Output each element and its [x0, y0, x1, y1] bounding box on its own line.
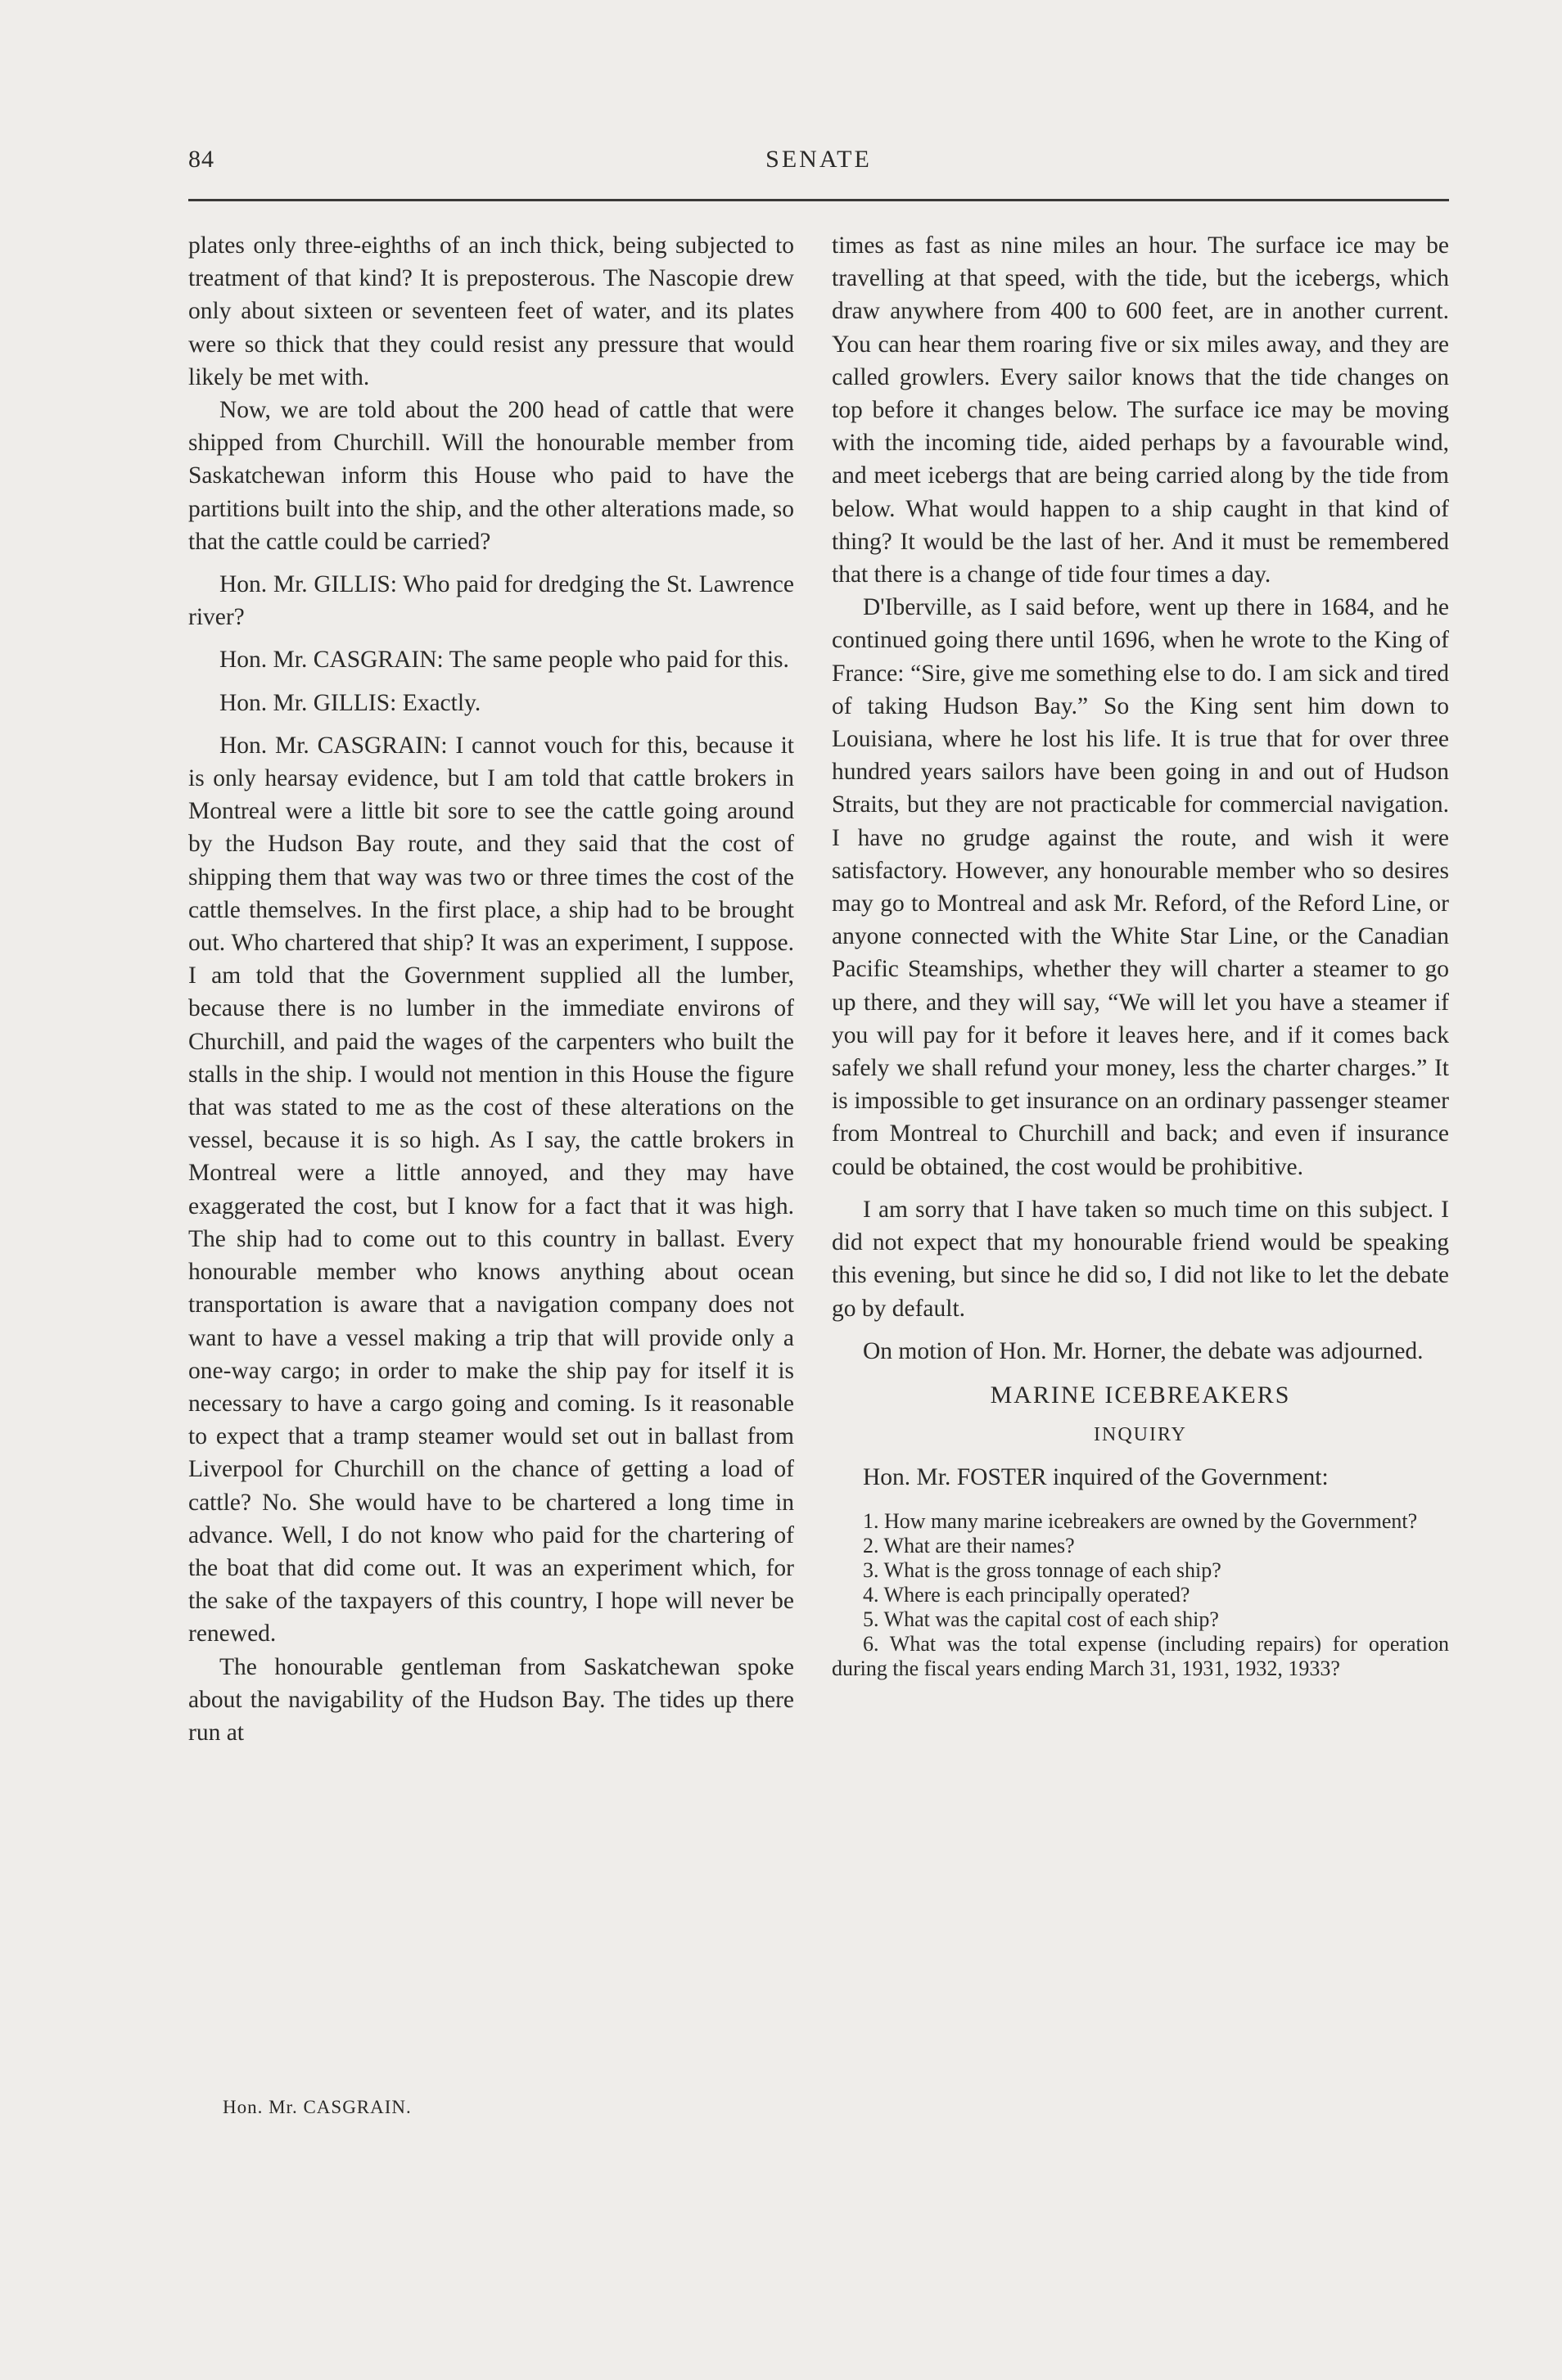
paragraph: On motion of Hon. Mr. Horner, the debate was adjourned. [863, 1337, 1424, 1364]
section-heading: MARINE ICEBREAKERS [990, 1381, 1291, 1409]
page-title: SENATE [765, 146, 872, 173]
page-number: 84 [188, 146, 214, 173]
header-rule [188, 199, 1449, 201]
question: 2. What are their names? [863, 1533, 1075, 1557]
running-footer: Hon. Mr. CASGRAIN. [223, 2097, 412, 2117]
paragraph: Hon. Mr. CASGRAIN: I cannot vouch for this, because it is only hearsay evidence, but I am told that cattle brokers in Montreal were a little bit sore to see the cattle going around by the Hudson Bay route, and they said that the cost of shipping them that way was two or three times the cost of the cattle themselves. In the first place, a ship had to be brought out. Who chartered that ship? It was an experiment, I suppose. I am told that the Government supplied all the lumber, because there is no lumber in the immediate environs of Churchill, and paid the wages of the carpenters who built the stalls in the ship. I would not mention in this House the figure that was stated to me as the cost of these alterations on the vessel, because it is so high. As I say, the cattle brokers in Montreal were a little annoyed, and they may have exaggerated the cost, but I know for a fact that it was high. The ship had to come out to this country in ballast. Every honourable member who knows anything about ocean transportation is aware that a navigation company does not want to have a vessel making a trip that will provide only a one-way cargo; in order to make the ship pay for itself it is necessary to have a cargo going and coming. Is it reasonable to expect that a tramp steamer would set out in ballast from Liverpool for Churchill on the chance of getting a load of cattle? No. She would have to be chartered a long time in advance. Well, I do not know who paid for the chartering of the boat that did come out. It was an experiment which, for the sake of the taxpayers of this country, I hope will never be renewed. [188, 732, 794, 1648]
right-column [832, 229, 1449, 1681]
question: 4. Where is each principally operated? [863, 1582, 1190, 1607]
paragraph: times as fast as nine miles an hour. The surface ice may be travelling at that speed, with the tide, but the icebergs, which draw anywhere from 400 to 600 feet, are in another current. You can hear them roaring five or six miles away, and they are called growlers. Every sailor knows that the tide changes on top before it changes below. The surface ice may be moving with the incoming tide, aided perhaps by a favourable wind, and meet icebergs that are being carried along by the tide from below. What would happen to a ship caught in that kind of thing? It would be the last of her. And it must be remembered that there is a change of tide four times a day. [832, 232, 1449, 588]
paragraph: Hon. Mr. CASGRAIN: The same people who paid for this. [219, 647, 789, 674]
paragraph: D'Iberville, as I said before, went up there in 1684, and he continued going there until 1696, when he wrote to the King of France: “Sire, give me something else to do. I am sick and tired of taking Hudson Bay.” So the King sent him down to Louisiana, where he lost his life. It is true that for over three hundred years sailors have been going in and out of Hudson Straits, but they are not practicable for commercial navigation. I have no grudge against the route, and wish it were satisfactory. However, any honourable member who so desires may go to Montreal and ask Mr. Reford, of the Reford Line, or anyone connected with the White Star Line, or the Canadian Pacific Steamships, whether they will charter a steamer to go up there, and they will say, “We will let you have a steamer if you will pay for it before it leaves here, and if it comes back safely we shall refund your money, less the charter charges.” It is impossible to get insurance on an ordinary passenger steamer from Montreal to Churchill and back; and even if insurance could be obtained, the cost would be prohibitive. [832, 594, 1449, 1180]
question: 6. What was the total expense (including repairs) for operation during the fiscal years ending March 31, 1931, 1932, 1933? [832, 1631, 1449, 1680]
question: 3. What is the gross tonnage of each ship? [863, 1557, 1221, 1582]
page-header [188, 146, 1449, 187]
paragraph: I am sorry that I have taken so much time on this subject. I did not expect that my honourable friend would be speaking this evening, but since he did so, I did not like to let the debate go by default. [832, 1196, 1449, 1322]
paragraph: The honourable gentleman from Saskatchewan spoke about the navigability of the Hudson Bay. The tides up there run at [188, 1653, 794, 1746]
paragraph: Hon. Mr. GILLIS: Who paid for dredging the St. Lawrence river? [188, 571, 794, 631]
paragraph: Hon. Mr. GILLIS: Exactly. [219, 689, 481, 716]
left-column [188, 229, 794, 1749]
question: 5. What was the capital cost of each ship? [863, 1607, 1219, 1631]
paragraph: Now, we are told about the 200 head of cattle that were shipped from Churchill. Will the honourable member from Saskatchewan inform this House who paid to have the partitions built into the ship, and the other alterations made, so that the cattle could be carried? [188, 397, 794, 555]
question: 1. How many marine icebreakers are owned by the Government? [863, 1508, 1418, 1533]
inquiry-intro: Hon. Mr. FOSTER inquired of the Government: [863, 1464, 1329, 1491]
paragraph: plates only three-eighths of an inch thick, being subjected to treatment of that kind? It is preposterous. The Nascopie drew only about sixteen or seventeen feet of water, and its plates were so thick that they could resist any pressure that would likely be met with. [188, 232, 794, 390]
section-subheading: INQUIRY [1094, 1424, 1187, 1446]
